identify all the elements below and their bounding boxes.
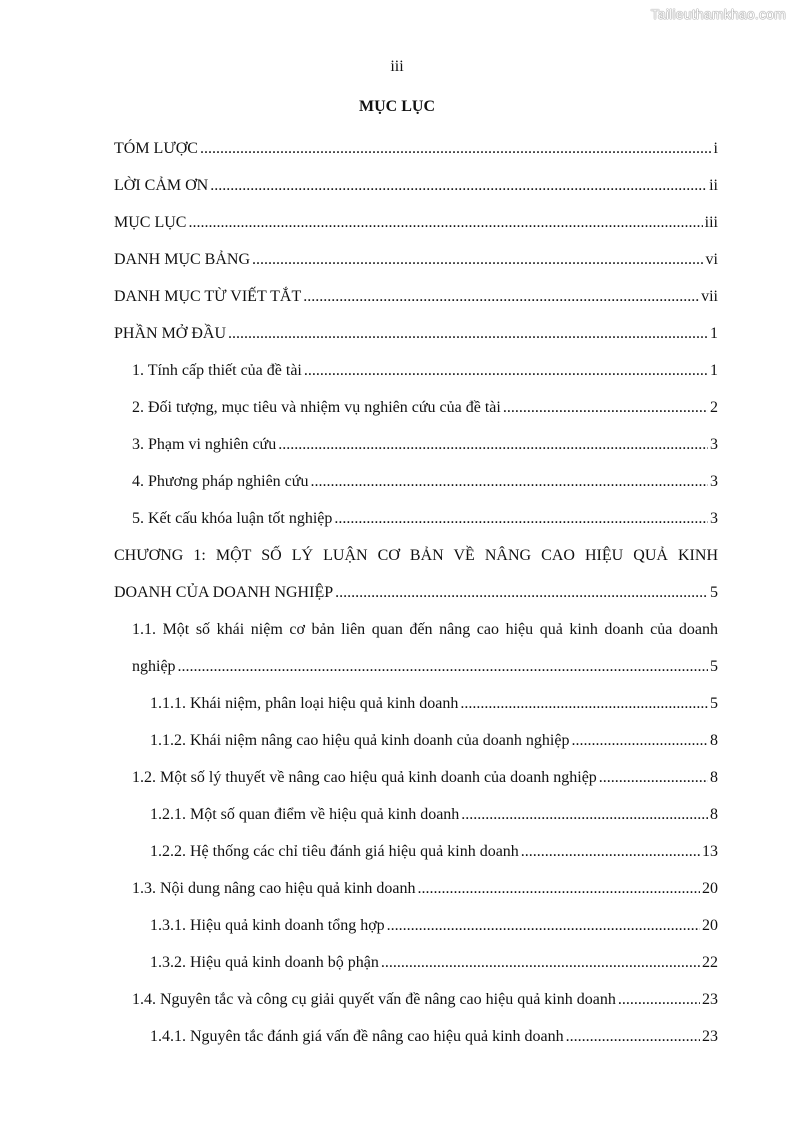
toc-entry-text: 1.2.2. Hệ thống các chỉ tiêu đánh giá hiệu quả kinh doanh [150, 843, 519, 860]
toc-entry[interactable] [114, 547, 718, 621]
toc-entry[interactable] [114, 251, 718, 288]
toc-entry-page: 8 [710, 769, 718, 786]
toc-entry[interactable] [114, 510, 718, 547]
toc-entry-text: PHẦN MỞ ĐẦU [114, 325, 227, 342]
toc-entry[interactable] [114, 880, 718, 917]
toc-entry[interactable] [114, 436, 718, 473]
toc-entry-page: 5 [710, 695, 718, 712]
toc-entry-page: 5 [710, 658, 718, 675]
toc-entry-text: 1.1.1. Khái niệm, phân loại hiệu quả kinh doanh [150, 695, 459, 712]
toc-entry[interactable] [114, 325, 718, 362]
toc-entry-page: 23 [702, 1028, 718, 1045]
toc-entry-page: 3 [710, 473, 718, 490]
toc-entry-page: vi [705, 251, 718, 268]
toc-entry-page: 1 [710, 362, 718, 379]
toc-entry-page: ii [709, 177, 718, 194]
toc-entry-text: 1.1.2. Khái niệm nâng cao hiệu quả kinh doanh của doanh nghiệp [150, 732, 570, 749]
toc-entry-page: 3 [710, 436, 718, 453]
toc-entry-text: 4. Phương pháp nghiên cứu [132, 473, 309, 490]
toc-entry-page: 20 [702, 917, 718, 934]
toc-entry-page: i [713, 140, 718, 157]
toc-entry-text-line1: 1.1. Một số khái niệm cơ bản liên quan đến nâng cao hiệu quả kinh doanh của doanh [132, 621, 718, 638]
toc-entry[interactable] [114, 362, 718, 399]
toc-entry-text-line2: nghiệp [132, 658, 176, 675]
toc-entry-text: TÓM LƯỢC [114, 140, 198, 157]
toc-entry-text: MỤC LỤC [114, 214, 187, 231]
toc-entry-text-line2: DOANH CỦA DOANH NGHIỆP [114, 584, 334, 601]
watermark: Tailieuthamkhao.com [650, 6, 786, 22]
toc-entry[interactable] [114, 806, 718, 843]
toc-entry-page: 2 [710, 399, 718, 416]
toc-entry[interactable] [114, 288, 718, 325]
toc-entry[interactable] [114, 177, 718, 214]
toc-entry-text: 1.4. Nguyên tắc và công cụ giải quyết vấn đề nâng cao hiệu quả kinh doanh [132, 991, 616, 1008]
toc-entry[interactable] [114, 695, 718, 732]
toc-entry-text: 1.2. Một số lý thuyết về nâng cao hiệu quả kinh doanh của doanh nghiệp [132, 769, 597, 786]
toc-entry-page: iii [704, 214, 718, 231]
toc-entry-page: vii [701, 288, 718, 305]
toc-entry[interactable] [114, 399, 718, 436]
toc-entry-page: 8 [710, 806, 718, 823]
toc-entry[interactable] [114, 843, 718, 880]
toc-entry-page: 5 [710, 584, 718, 601]
toc-entry[interactable] [114, 621, 718, 695]
toc-entry[interactable] [114, 140, 718, 177]
toc-entry-text-line1: CHƯƠNG 1: MỘT SỐ LÝ LUẬN CƠ BẢN VỀ NÂNG CAO HIỆU QUẢ KINH [114, 547, 718, 564]
toc-entry-page: 20 [702, 880, 718, 897]
toc-entry-text: 1.2.1. Một số quan điểm về hiệu quả kinh doanh [150, 806, 460, 823]
toc-entry-text: 5. Kết cấu khóa luận tốt nghiệp [132, 510, 333, 527]
toc-entry-text: 1.4.1. Nguyên tắc đánh giá vấn đề nâng cao hiệu quả kinh doanh [150, 1028, 564, 1045]
toc-entry-text: 2. Đối tượng, mục tiêu và nhiệm vụ nghiên cứu của đề tài [132, 399, 501, 416]
toc-entry-text: 3. Phạm vi nghiên cứu [132, 436, 277, 453]
toc-entry-page: 1 [710, 325, 718, 342]
toc-entry-text: LỜI CẢM ƠN [114, 177, 209, 194]
toc-entry-page: 3 [710, 510, 718, 527]
toc-entry[interactable] [114, 917, 718, 954]
toc-entry[interactable] [114, 991, 718, 1028]
toc-entry[interactable] [114, 214, 718, 251]
toc-entry-page: 22 [702, 954, 718, 971]
toc-entry[interactable] [114, 473, 718, 510]
toc-entry-text: 1.3.2. Hiệu quả kinh doanh bộ phận [150, 954, 379, 971]
toc-entry-page: 8 [710, 732, 718, 749]
toc-entry-text: 1.3. Nội dung nâng cao hiệu quả kinh doanh [132, 880, 416, 897]
toc-entry-page: 23 [702, 991, 718, 1008]
toc-entry-text: 1. Tính cấp thiết của đề tài [132, 362, 302, 379]
toc-entry-text: 1.3.1. Hiệu quả kinh doanh tổng hợp [150, 917, 385, 934]
toc-entry[interactable] [114, 769, 718, 806]
toc-entry[interactable] [114, 954, 718, 991]
page-number: iii [390, 58, 404, 75]
toc-entry[interactable] [114, 732, 718, 769]
toc-entry[interactable] [114, 1028, 718, 1065]
toc-entry-text: DANH MỤC TỪ VIẾT TẮT [114, 288, 302, 305]
toc-entry-page: 13 [702, 843, 718, 860]
table-of-contents [114, 140, 718, 1065]
page-title: MỤC LỤC [359, 98, 435, 115]
toc-entry-text: DANH MỤC BẢNG [114, 251, 251, 268]
